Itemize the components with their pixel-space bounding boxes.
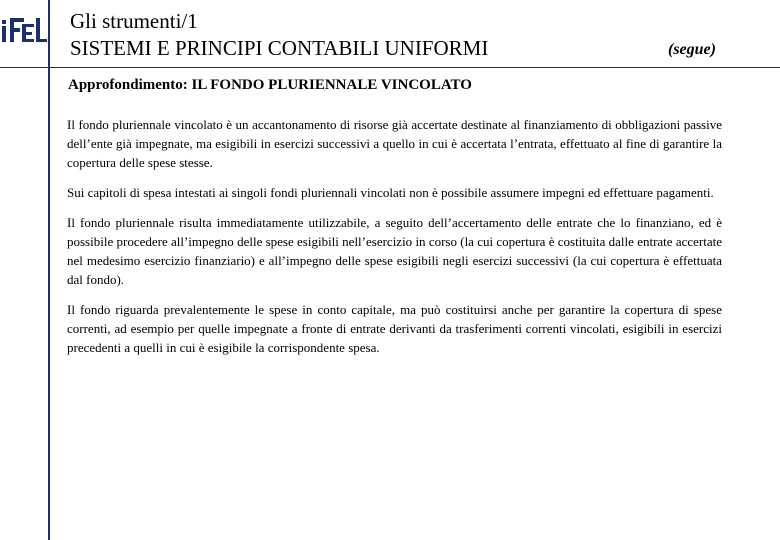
page-title-line2: SISTEMI E PRINCIPI CONTABILI UNIFORMI [70, 36, 489, 60]
body-text [67, 115, 722, 368]
paragraph: Il fondo riguarda prevalentemente le spese in conto capitale, ma può costituirsi anche per garantire la copertura di spese correnti, ad esempio per quelle impegnate a fronte di entrate derivanti da trasferimenti correnti vincolati, esigibili in esercizi precedenti a quelli in cui è esigibile la corrispondente spesa. [67, 302, 722, 355]
continuation-label: (segue) [668, 41, 716, 58]
section-subtitle: Approfondimento: IL FONDO PLURIENNALE VINCOLATO [68, 77, 472, 93]
paragraph: Sui capitoli di spesa intestati ai singoli fondi pluriennali vincolati non è possibile assumere impegni ed effettuare pagamenti. [67, 185, 714, 200]
ifel-logo-icon [0, 14, 48, 44]
header-horizontal-divider [0, 67, 780, 68]
paragraph: Il fondo pluriennale vincolato è un accantonamento di risorse già accertate destinate al finanziamento di obbligazioni passive dell’ente già impegnate, ma esigibili in esercizi successivi a quello in cui è accertata l’entrata, effettuato al fine di garantire la copertura delle spese stesse. [67, 117, 722, 170]
header-vertical-divider [48, 0, 50, 540]
paragraph: Il fondo pluriennale risulta immediatamente utilizzabile, a seguito dell’accertamento delle entrate che lo finanziano, ed è possibile procedere all’impegno delle spese esigibili nell’esercizio in corso (la cui copertura è costituita dalle entrate accertate nel medesimo esercizio finanziario) e all’impegno delle spese esigibili negli esercizi successivi (la cui copertura è effettuata dal fondo). [67, 215, 722, 287]
page-title-line1: Gli strumenti/1 [70, 9, 198, 33]
